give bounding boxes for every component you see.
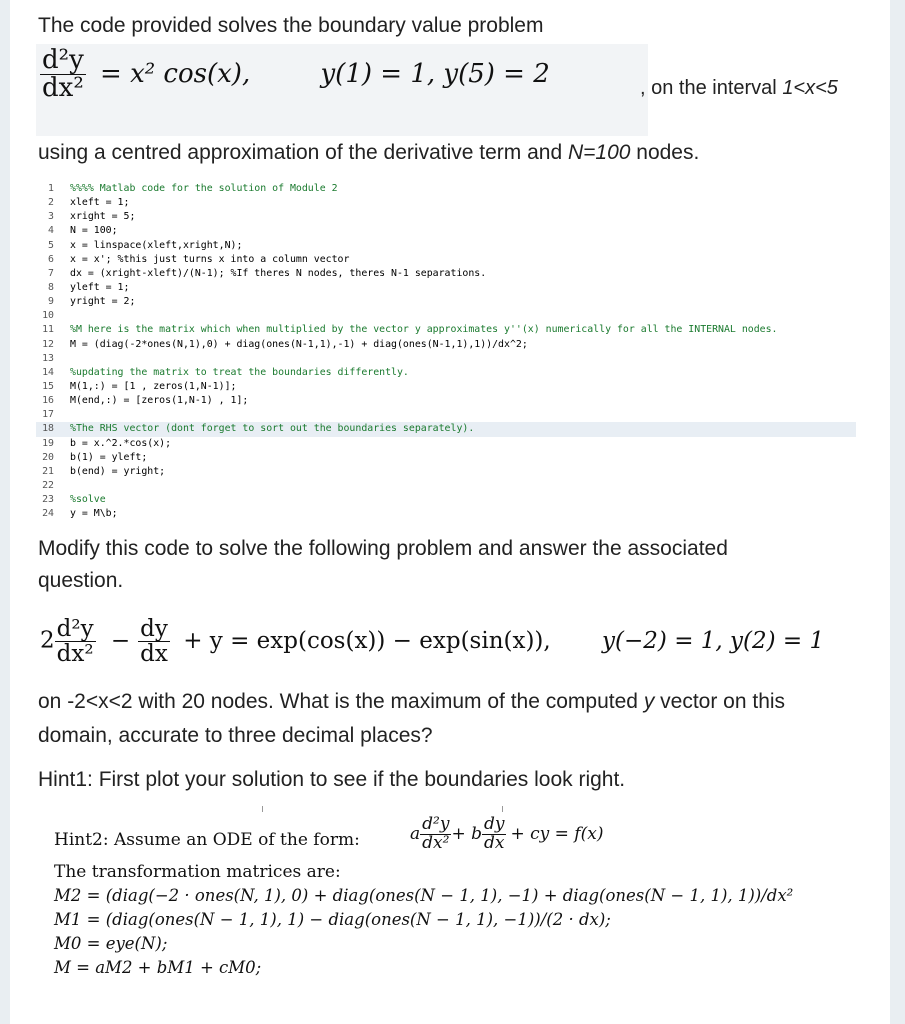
code-line: [36, 295, 856, 309]
code-line: [36, 422, 856, 436]
code-text: %%%% Matlab code for the solution of Module 2: [70, 183, 338, 194]
question-line-1: [38, 690, 785, 714]
eq2-second-derivative: [55, 617, 96, 666]
hint-1: Hint1: First plot your solution to see if the boundaries look right.: [38, 768, 626, 791]
code-text: M = (diag(-2*ones(N,1),0) + diag(ones(N-1,1),-1) + diag(ones(N-1,1),1))/dx^2;: [70, 338, 528, 350]
intro-line-2b: nodes.: [630, 141, 700, 164]
code-line: [36, 253, 856, 267]
divider-tick: [502, 806, 503, 812]
equation-2: [40, 617, 824, 666]
matrix-m0: M0 = eye(N);: [54, 934, 168, 953]
code-text: %updating the matrix to treat the boundaries differently.: [70, 366, 409, 378]
code-text: xright = 5;: [70, 211, 136, 223]
ode-num-2: dy: [483, 814, 505, 834]
matrix-m: M = aM2 + bM1 + cM0;: [54, 958, 262, 977]
line-number: 18: [42, 423, 54, 435]
code-line: [36, 451, 856, 465]
code-line: [36, 352, 856, 366]
code-line: [36, 507, 856, 521]
eq1-lhs-numerator: d²y: [42, 45, 84, 75]
code-text: xleft = 1;: [70, 197, 130, 209]
code-text: b(1) = yleft;: [70, 451, 148, 463]
equation-1: [40, 47, 550, 103]
code-line: [36, 493, 856, 507]
code-line: [36, 196, 856, 210]
code-line: [36, 479, 856, 493]
interval-value: 1<x<5: [782, 77, 838, 99]
code-line: [36, 182, 856, 196]
line-number: 24: [42, 508, 54, 520]
ode-rest: + cy = f(x): [510, 823, 604, 844]
code-text: y = M\b;: [70, 508, 118, 520]
interval-text: [640, 77, 838, 100]
eq1-lhs-denominator: dx²: [42, 73, 84, 104]
line-number: 1: [48, 183, 54, 194]
code-text: M(end,:) = [zeros(1,N-1) , 1];: [70, 395, 249, 407]
question-y: y: [643, 690, 655, 713]
eq2-t1-denominator: dx²: [56, 641, 94, 668]
code-line: [36, 380, 856, 394]
line-number: 14: [42, 366, 54, 378]
line-number: 15: [42, 380, 54, 392]
line-number: 16: [42, 395, 54, 407]
code-text: %The RHS vector (dont forget to sort out the boundaries separately).: [70, 423, 475, 435]
eq2-coefficient: 2: [40, 627, 55, 654]
eq2-t1-numerator: d²y: [56, 616, 94, 642]
line-number: 12: [42, 338, 54, 350]
code-text: x = x'; %this just turns x into a column vector: [70, 253, 350, 265]
line-number: 17: [42, 409, 54, 421]
intro-line-2: [38, 141, 699, 165]
matrix-m2: M2 = (diag(−2 · ones(N, 1), 0) + diag(ones(N − 1, 1), −1) + diag(ones(N − 1, 1), 1))/dx²: [54, 886, 794, 905]
code-line: [36, 408, 856, 422]
code-text: %solve: [70, 494, 106, 506]
eq2-t2-denominator: dx: [140, 641, 168, 668]
line-number: 6: [48, 253, 54, 265]
hint-2-ode: [410, 816, 603, 853]
code-text: b = x.^2.*cos(x);: [70, 437, 172, 449]
eq1-lhs-fraction: [40, 47, 86, 103]
question-line-1b: vector on this: [654, 690, 786, 713]
code-text: dx = (xright-xleft)/(N-1); %If theres N nodes, theres N-1 separations.: [70, 267, 487, 279]
question-line-2: domain, accurate to three decimal places?: [38, 724, 433, 747]
line-number: 11: [42, 324, 54, 336]
divider-tick: [262, 806, 263, 812]
ode-num-1: d²y: [422, 814, 450, 834]
code-text: %M here is the matrix which when multiplied by the vector y approximates y''(x) numerically for all the INTERNAL nodes.: [70, 324, 778, 336]
ode-den-2: dx: [483, 832, 505, 853]
code-line: [36, 366, 856, 380]
ode-den-1: dx²: [422, 832, 450, 853]
eq2-boundary-conditions: y(−2) = 1, y(2) = 1: [602, 627, 825, 654]
intro-line-2a: using a centred approximation of the derivative term and: [38, 141, 568, 164]
task-line-1: Modify this code to solve the following problem and answer the associated: [38, 537, 728, 560]
eq2-minus: −: [110, 627, 131, 654]
intro-line-1: The code provided solves the boundary value problem: [38, 14, 544, 37]
ode-second-derivative: [420, 816, 451, 853]
eq1-boundary-conditions: y(1) = 1, y(5) = 2: [320, 58, 550, 89]
interval-prefix: , on the interval: [640, 77, 783, 99]
code-line: [36, 437, 856, 451]
eq2-rest: + y = exp(cos(x)) − exp(sin(x)),: [183, 627, 551, 654]
line-number: 8: [48, 281, 54, 293]
ode-b: + b: [451, 823, 482, 844]
ode-first-derivative: [482, 816, 507, 853]
matrix-m1: M1 = (diag(ones(N − 1, 1), 1) − diag(ones(N − 1, 1), −1))/(2 · dx);: [54, 910, 611, 929]
eq1-rhs: = x² cos(x),: [100, 58, 251, 89]
line-number: 21: [42, 465, 54, 477]
eq2-t2-numerator: dy: [140, 616, 168, 642]
code-text: yright = 2;: [70, 296, 136, 308]
question-line-1a: on -2<x<2 with 20 nodes. What is the maximum of the computed: [38, 690, 644, 713]
code-text: M(1,:) = [1 , zeros(1,N-1)];: [70, 380, 237, 392]
node-count: N=100: [567, 141, 631, 164]
code-text: x = linspace(xleft,xright,N);: [70, 239, 243, 251]
line-number: 23: [42, 494, 54, 506]
code-line: [36, 309, 856, 323]
transformation-label: The transformation matrices are:: [54, 862, 341, 882]
code-text: N = 100;: [70, 225, 118, 237]
line-number: 3: [48, 211, 54, 223]
line-number: 7: [48, 267, 54, 279]
line-number: 20: [42, 451, 54, 463]
line-number: 13: [42, 352, 54, 364]
code-text: b(end) = yright;: [70, 465, 166, 477]
hint-2-label: Hint2: Assume an ODE of the form:: [54, 830, 360, 850]
line-number: 22: [42, 479, 54, 491]
code-line: [36, 338, 856, 352]
matlab-code-block: [36, 182, 856, 521]
code-line: [36, 224, 856, 238]
line-number: 2: [48, 197, 54, 209]
code-line: [36, 394, 856, 408]
line-number: 10: [42, 310, 54, 322]
ode-a: a: [410, 823, 421, 844]
code-text: yleft = 1;: [70, 281, 130, 293]
eq2-first-derivative: [138, 617, 170, 666]
task-line-2: question.: [38, 569, 124, 592]
code-line: [36, 323, 856, 337]
code-line: [36, 210, 856, 224]
code-line: [36, 281, 856, 295]
hint-2-block: [54, 812, 874, 1012]
code-line: [36, 267, 856, 281]
line-number: 5: [48, 239, 54, 251]
line-number: 4: [48, 225, 54, 237]
code-line: [36, 239, 856, 253]
line-number: 19: [42, 437, 54, 449]
code-line: [36, 465, 856, 479]
line-number: 9: [48, 296, 54, 308]
